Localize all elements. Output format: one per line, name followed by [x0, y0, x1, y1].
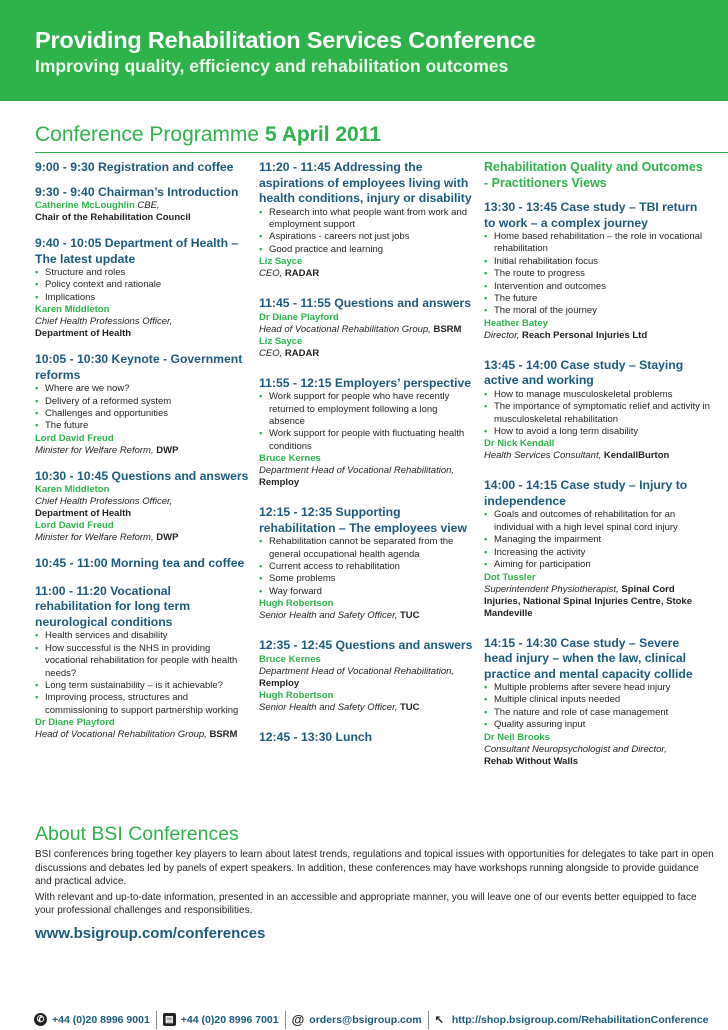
session-title: 10:30 - 10:45 Questions and answers — [35, 468, 249, 483]
about-title: About BSI Conferences — [35, 823, 239, 845]
speaker-name: Heather Batey — [484, 317, 548, 329]
list-item: • Health services and disability — [35, 630, 250, 642]
speaker-org: Chair of the Rehabilitation Council — [35, 212, 191, 223]
speaker-role: Head of Vocational Rehabilitation Group, BSRM — [259, 323, 462, 335]
list-item: • Increasing the activity — [484, 547, 710, 559]
speaker-org: Department of Health — [35, 328, 132, 340]
speaker-org: Remploy — [259, 477, 300, 489]
list-item: • Good practice and learning — [259, 244, 474, 256]
list-item: • Structure and roles — [35, 267, 250, 279]
session-title: 11:20 - 11:45 Addressing the aspirations of employees living with health conditions, injury or disability — [259, 160, 472, 205]
list-item: • Where are we now? — [35, 383, 250, 395]
session-title: 11:45 - 11:55 Questions and answers — [259, 296, 472, 311]
list-item: • The future — [484, 293, 710, 305]
speaker-role: Health Services Consultant, KendallBurton — [484, 450, 670, 462]
divider — [35, 152, 728, 153]
session-title: 14:15 - 14:30 Case study – Severe head injury – when the law, clinical practice and mental capacity collide — [484, 635, 693, 681]
speaker-name: Karen Middleton — [35, 484, 110, 496]
list-item: • Goals and outcomes of rehabilitation for an individual with a high level spinal cord injury — [484, 509, 710, 534]
session-title: 10:05 - 10:30 Keynote - Government reforms — [35, 352, 243, 382]
speaker-name: Hugh Robertson — [259, 689, 334, 701]
list-item: • Current access to rehabilitation — [259, 561, 474, 573]
contact-email[interactable] — [286, 1011, 429, 1029]
list-item: • The nature and role of case management — [484, 707, 710, 719]
speaker-role: CEO, RADAR — [259, 268, 320, 280]
list-item: • Quality assuring input — [484, 719, 710, 731]
speaker-role: Director, Reach Personal Injuries Ltd — [484, 329, 648, 341]
speaker-name: Lord David Freud — [35, 432, 114, 444]
programme-column-2 — [259, 160, 474, 745]
speaker-role: Minister for Welfare Reform, DWP — [35, 532, 179, 544]
session-title: 14:00 - 14:15 Case study – Injury to independence — [484, 478, 688, 508]
list-item: • Intervention and outcomes — [484, 281, 710, 293]
speaker-name: Dr Neil Brooks — [484, 731, 550, 743]
conferences-link[interactable]: www.bsigroup.com/conferences — [35, 924, 266, 942]
speaker-name: Dr Nick Kendall — [484, 438, 555, 450]
contact-bar — [28, 1009, 718, 1030]
list-item: • Implications — [35, 292, 250, 304]
session-bullets — [35, 630, 250, 717]
session-title: 13:30 - 13:45 Case study – TBI return to work – a complex journey — [484, 200, 698, 230]
list-item: • Challenges and opportunities — [35, 408, 250, 420]
list-item: • Work support for people with fluctuating health conditions — [259, 428, 474, 453]
speaker-name: Dr Diane Playford — [35, 717, 115, 729]
list-item: • Home based rehabilitation – the role in vocational rehabilitation — [484, 231, 710, 256]
list-item: • Delivery of a reformed system — [35, 396, 250, 408]
section-heading: Rehabilitation Quality and Outcomes - Practitioners Views — [484, 160, 703, 190]
list-item: • Research into what people want from work and employment support — [259, 207, 474, 232]
list-item: • Policy context and rationale — [35, 279, 250, 291]
page-subtitle: Improving quality, efficiency and rehabilitation outcomes — [35, 56, 509, 76]
speaker-role: Chief Health Professions Officer, — [35, 496, 173, 508]
speaker-name: Karen Middleton — [35, 304, 110, 316]
session-bullets — [484, 231, 710, 318]
list-item: • Long term sustainability – is it achievable? — [35, 680, 250, 692]
speaker-org: Rehab Without Walls — [484, 755, 579, 767]
speaker-name: Bruce Kernes — [259, 653, 321, 665]
contact-web[interactable] — [429, 1011, 715, 1029]
phone-number: +44 (0)20 8996 9001 — [52, 1013, 150, 1026]
programme-column-1 — [35, 160, 250, 741]
session-bullets — [259, 207, 474, 257]
web-address: http://shop.bsigroup.com/RehabilitationConference — [451, 1013, 709, 1026]
session-bullets — [484, 682, 710, 732]
session-title: 9:30 - 9:40 Chairman’s Introduction — [35, 184, 239, 199]
speaker-role: Department Head of Vocational Rehabilitation, — [259, 465, 455, 477]
about-section — [35, 822, 715, 942]
speaker-name: Liz Sayce — [259, 335, 303, 347]
list-item: • Aiming for participation — [484, 559, 710, 571]
speaker-name: Lord David Freud — [35, 520, 114, 532]
speaker-role: Minister for Welfare Reform, DWP — [35, 444, 179, 456]
speaker-role: Department Head of Vocational Rehabilitation, — [259, 665, 455, 677]
at-icon: @ — [291, 1012, 305, 1027]
session-bullets — [35, 383, 250, 433]
list-item: • Work support for people who have recently returned to employment following a long absence — [259, 391, 474, 428]
session-title: 9:00 - 9:30 Registration and coffee — [35, 160, 234, 174]
about-paragraph: BSI conferences bring together key players to learn about latest trends, regulations and topical issues with opportunities for delegates to take part in open discussions and debates led by panels of expert speakers. In addition, these conferences may have workshops running alongside to provide guidance and practical advice. — [35, 849, 714, 888]
session-bullets — [259, 536, 474, 598]
speaker-role: Superintendent Physiotherapist, Spinal Cord Injuries, National Spinal Injuries Centre, Stoke Mandeville — [484, 583, 692, 619]
session-title: 11:00 - 11:20 Vocational rehabilitation for long term neurological conditions — [35, 583, 191, 629]
programme-heading — [35, 122, 381, 148]
speaker-role: Consultant Neuropsychologist and Director, — [484, 743, 667, 755]
session-title: 11:55 - 12:15 Employers’ perspective — [259, 375, 472, 390]
session-bullets — [35, 267, 250, 304]
programme-label: Conference Programme — [35, 123, 260, 146]
fax-number: +44 (0)20 8996 7001 — [180, 1013, 279, 1026]
list-item: • Multiple problems after severe head injury — [484, 682, 710, 694]
list-item: • The future — [35, 420, 250, 432]
list-item: • Aspirations - careers not just jobs — [259, 231, 474, 243]
speaker-role: Senior Health and Safety Officer, TUC — [259, 701, 420, 713]
list-item: • Some problems — [259, 573, 474, 585]
phone-icon: ✆ — [34, 1013, 47, 1026]
session-bullets — [484, 509, 710, 571]
speaker-org: Department of Health — [35, 508, 132, 520]
page-title: Providing Rehabilitation Services Conference — [35, 27, 536, 53]
speaker-role: Head of Vocational Rehabilitation Group, BSRM — [35, 729, 238, 741]
list-item: • Initial rehabilitation focus — [484, 256, 710, 268]
session-title: 12:35 - 12:45 Questions and answers — [259, 638, 473, 653]
list-item: • Managing the impairment — [484, 534, 710, 546]
session-title: 10:45 - 11:00 Morning tea and coffee — [35, 556, 245, 571]
speaker-role: CEO, RADAR — [259, 347, 320, 359]
session-title: 9:40 - 10:05 Department of Health – The latest update — [35, 236, 239, 266]
cursor-icon: ↖ — [434, 1014, 444, 1026]
list-item: • Improving process, structures and commissioning to support partnership working — [35, 692, 250, 717]
speaker-name: Dot Tussler — [484, 571, 536, 583]
list-item: • Multiple clinical inputs needed — [484, 694, 710, 706]
programme-date: 5 April 2011 — [264, 123, 381, 146]
list-item: • Rehabilitation cannot be separated from the general occupational health agenda — [259, 536, 474, 561]
session-bullets — [484, 389, 710, 439]
list-item: • The moral of the journey — [484, 305, 710, 317]
programme-column-3 — [484, 160, 710, 768]
list-item: • Way forward — [259, 586, 474, 598]
speaker-name: Dr Diane Playford — [259, 311, 339, 323]
list-item: • How to manage musculoskeletal problems — [484, 389, 710, 401]
session-title: 12:15 - 12:35 Supporting rehabilitation – The employees view — [259, 505, 467, 535]
session-title: 12:45 - 13:30 Lunch — [259, 729, 373, 744]
email-address: orders@bsigroup.com — [309, 1013, 422, 1026]
speaker-org: Remploy — [259, 677, 300, 689]
speaker-name: Hugh Robertson — [259, 598, 334, 610]
speaker-name: Catherine McLoughlin CBE, — [35, 200, 160, 211]
session-bullets — [259, 391, 474, 453]
speaker-role: Chief Health Professions Officer, — [35, 316, 173, 328]
speaker-role: Senior Health and Safety Officer, TUC — [259, 610, 420, 622]
list-item: • The route to progress — [484, 268, 710, 280]
contact-fax[interactable] — [157, 1011, 286, 1029]
list-item: • How to avoid a long term disability — [484, 426, 710, 438]
contact-phone[interactable] — [28, 1011, 157, 1029]
session-title: 13:45 - 14:00 Case study – Staying active and working — [484, 357, 684, 388]
list-item: • How successful is the NHS in providing vocational rehabilitation for people with health needs? — [35, 643, 250, 680]
header-banner — [0, 0, 728, 101]
about-paragraph: With relevant and up-to-date information, presented in an accessible and appropriate manner, you will leave one of our events better equipped to face your professional challenges and responsibilities. — [35, 891, 697, 917]
speaker-name: Bruce Kernes — [259, 453, 321, 465]
speaker-name: Liz Sayce — [259, 256, 303, 268]
list-item: • The importance of symptomatic relief and activity in musculoskeletal rehabilitation — [484, 401, 710, 426]
fax-icon: ▤ — [163, 1013, 176, 1026]
